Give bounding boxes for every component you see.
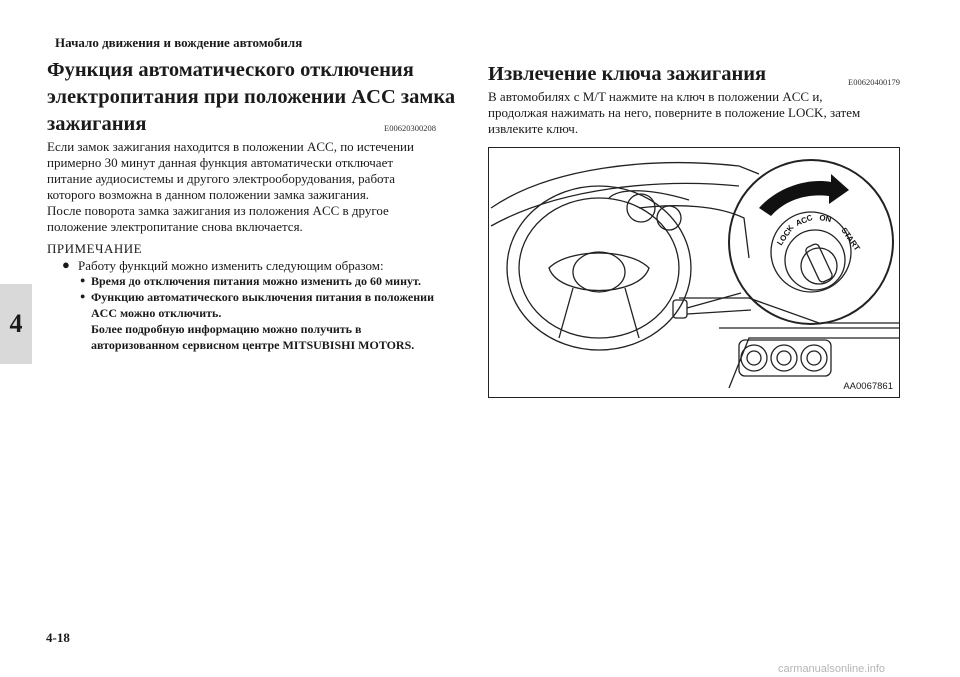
- watermark: carmanualsonline.info: [778, 663, 886, 675]
- sub-item-2-line-2: ACC можно отключить.: [91, 306, 222, 320]
- left-title-line-1: Функция автоматического отключения: [47, 59, 414, 81]
- right-paragraph-line-1: В автомобилях с M/T нажмите на ключ в положении ACC и,: [488, 89, 823, 104]
- rotate-arrow-icon: [759, 174, 849, 216]
- left-paragraph-line-1: Если замок зажигания находится в положении ACC, по истечении: [47, 139, 414, 154]
- ignition-slot: [673, 300, 687, 318]
- dial-label-start: START: [839, 225, 862, 253]
- dial-label-acc: ACC: [794, 213, 814, 228]
- right-paragraph-line-2: продолжая нажимать на него, поверните в положение LOCK, затем: [488, 105, 861, 120]
- sub-item-2-line-3: Более подробную информацию можно получить в: [91, 322, 362, 336]
- dial-label-on: ON: [818, 213, 833, 225]
- section-title: Начало движения и вождение автомобиля: [55, 35, 303, 50]
- right-paragraph-line-3: извлеките ключ.: [488, 121, 579, 136]
- note-item: Работу функций можно изменить следующим образом:: [78, 258, 384, 273]
- sub-bullet-1: ●: [80, 275, 86, 285]
- dial-label-lock: LOCK: [775, 223, 796, 248]
- sub-item-1: Время до отключения питания можно изменить до 60 минут.: [91, 274, 421, 288]
- ignition-cylinder: [771, 212, 851, 292]
- ignition-figure: [488, 147, 900, 398]
- steering-wheel: [507, 186, 691, 350]
- left-paragraph-line-5: После поворота замка зажигания из положения ACC в другое: [47, 203, 389, 218]
- left-section-code: E00620300208: [384, 123, 436, 133]
- sub-item-2-line-4: авторизованном сервисном центре MITSUBISHI MOTORS.: [91, 338, 415, 352]
- left-title-line-3: зажигания: [47, 113, 147, 135]
- sub-item-2-line-1: Функцию автоматического выключения питания в положении: [91, 290, 434, 304]
- chapter-tab: 4: [0, 284, 32, 364]
- left-paragraph-line-3: питание аудиосистемы и другого электрооборудования, работа: [47, 171, 395, 186]
- right-section-code: E00620400179: [848, 77, 900, 87]
- page-number: 4-18: [46, 630, 70, 645]
- figure-label: AA0067861: [843, 381, 893, 392]
- left-paragraph-line-6: положение электропитание снова включается.: [47, 219, 303, 234]
- note-bullet: ●: [62, 257, 70, 272]
- note-title: ПРИМЕЧАНИЕ: [47, 241, 143, 256]
- right-title: Извлечение ключа зажигания: [488, 63, 767, 85]
- sub-bullet-2: ●: [80, 291, 86, 301]
- dashboard-illustration: [489, 148, 899, 397]
- left-paragraph-line-4: которого возможна в данном положении замка зажигания.: [47, 187, 370, 202]
- left-title-line-2: электропитания при положении ACC замка: [47, 86, 456, 108]
- left-paragraph-line-2: примерно 30 минут данная функция автоматически отключает: [47, 155, 394, 170]
